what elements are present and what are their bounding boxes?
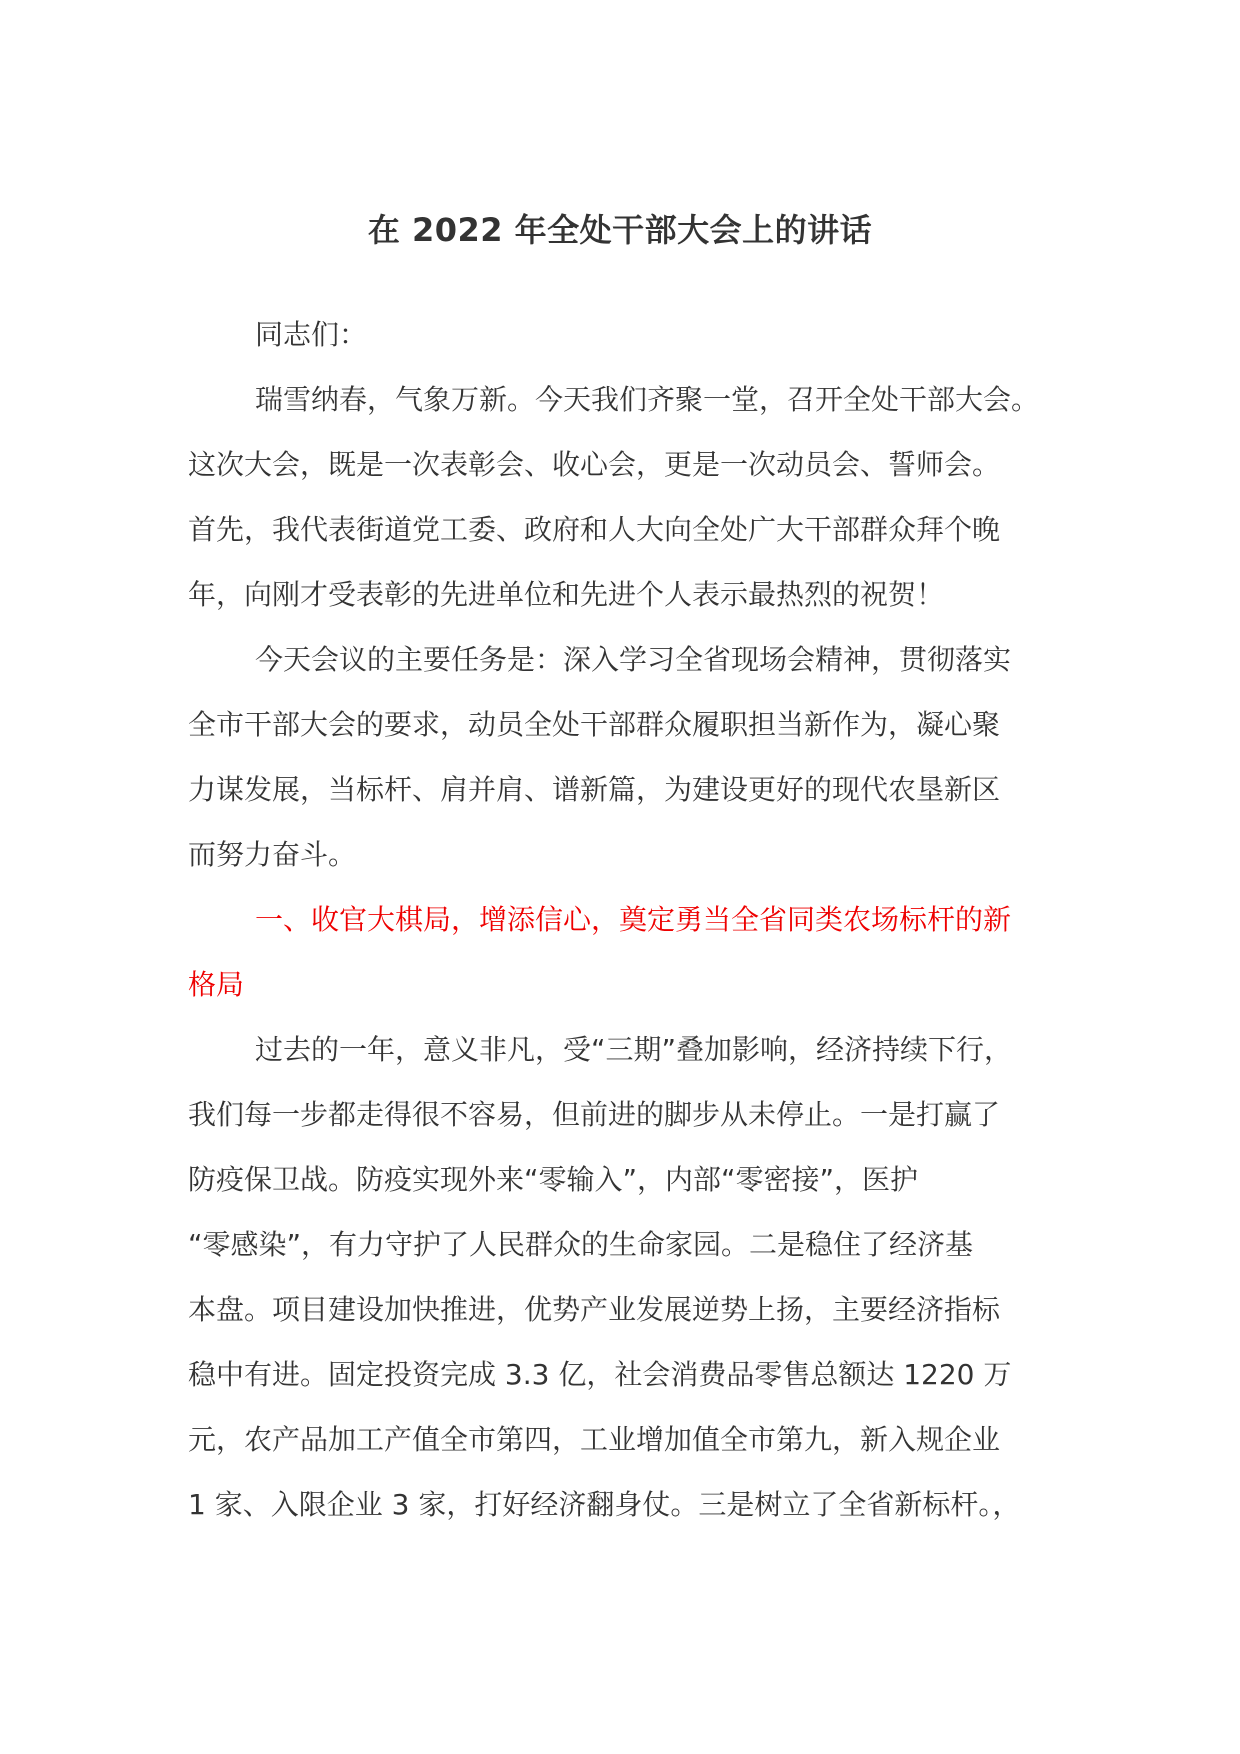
paragraph-line: 全市干部大会的要求，动员全处干部群众履职担当新作为，凝心聚: [188, 708, 1001, 741]
section-heading-line: 一、收官大棋局，增添信心，奠定勇当全省同类农场标杆的新: [255, 903, 1012, 936]
paragraph-line: 这次大会，既是一次表彰会、收心会，更是一次动员会、誓师会。: [188, 448, 1001, 481]
section-heading-line: 格局: [188, 968, 245, 1001]
paragraph-line: 稳中有进。固定投资完成 3.3 亿，社会消费品零售总额达 1220 万: [188, 1358, 1012, 1391]
document-title: 在 2022 年全处干部大会上的讲话: [367, 211, 873, 249]
paragraph-line: 今天会议的主要任务是：深入学习全省现场会精神，贯彻落实: [255, 643, 1012, 676]
paragraph-line: 瑞雪纳春，气象万新。今天我们齐聚一堂，召开全处干部大会。: [255, 383, 1040, 416]
paragraph-line: 而努力奋斗。: [188, 838, 357, 871]
paragraph-line: 1 家、入限企业 3 家，打好经济翻身仗。三是树立了全省新标杆。，: [188, 1488, 1021, 1521]
paragraph-line: 防疫保卫战。防疫实现外来“零输入”，内部“零密接”，医护: [188, 1163, 919, 1196]
paragraph-line: 力谋发展，当标杆、肩并肩、谱新篇，为建设更好的现代农垦新区: [188, 773, 1001, 806]
paragraph-line: “零感染”，有力守护了人民群众的生命家园。二是稳住了经济基: [188, 1228, 974, 1261]
paragraph-line: 过去的一年，意义非凡，受“三期”叠加影响，经济持续下行，: [255, 1033, 1013, 1066]
paragraph-line: 本盘。项目建设加快推进，优势产业发展逆势上扬，主要经济指标: [188, 1293, 1001, 1326]
salutation: 同志们：: [255, 318, 368, 351]
paragraph-line: 首先，我代表街道党工委、政府和人大向全处广大干部群众拜个晚: [188, 513, 1001, 546]
document-body: [188, 302, 1068, 1537]
paragraph-line: 我们每一步都走得很不容易，但前进的脚步从未停止。一是打赢了: [188, 1098, 1001, 1131]
paragraph-line: 年，向刚才受表彰的先进单位和先进个人表示最热烈的祝贺！: [188, 578, 945, 611]
paragraph-line: 元，农产品加工产值全市第四，工业增加值全市第九，新入规企业: [188, 1423, 1001, 1456]
